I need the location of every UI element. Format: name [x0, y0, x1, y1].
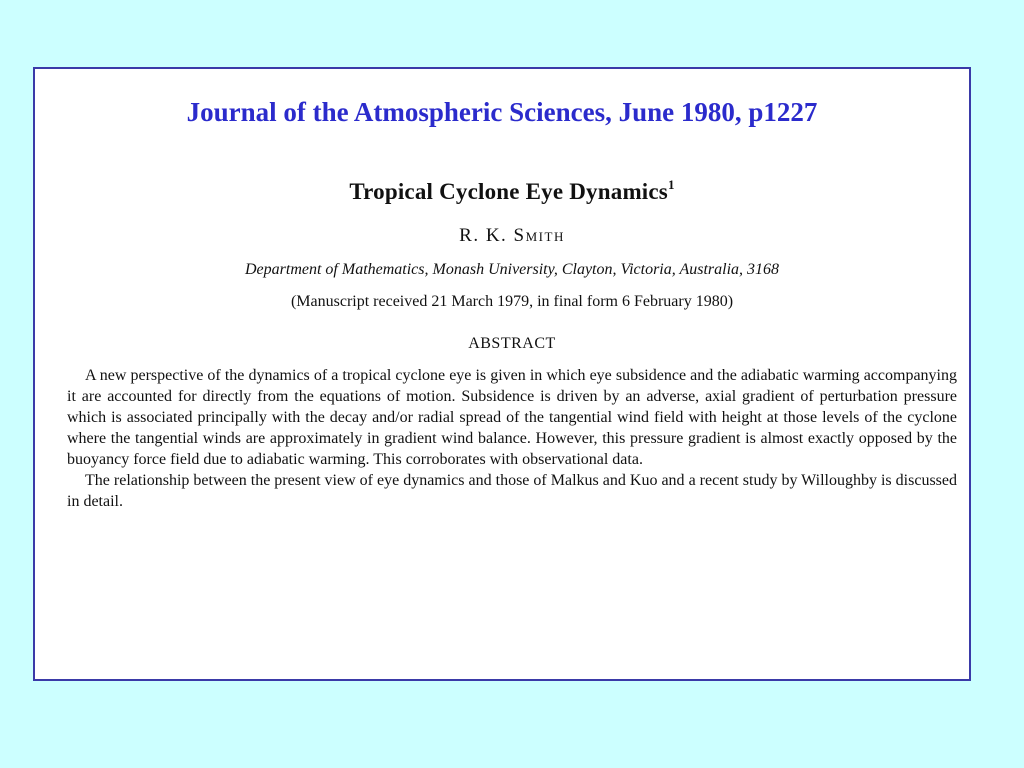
journal-title: Journal of the Atmospheric Sciences, June 1980, p1227	[186, 97, 818, 127]
abstract-paragraph: A new perspective of the dynamics of a tropical cyclone eye is given in which eye subsidence and the adiabatic warming accompanying it are accounted for directly from the equations of motion. Subsidence is driven by an adverse, axial gradient of perturbation pressure which is associated principally with the decay and/or radial spread of the tangential wind field with height at those levels of the cyclone where the tangential winds are approximately in gradient wind balance. However, this pressure gradient is almost exactly opposed by the buoyancy force field due to adiabatic warming. This corroborates with observational data.	[67, 367, 957, 468]
title-footnote-marker: 1	[667, 177, 675, 192]
affiliation: Department of Mathematics, Monash University, Clayton, Victoria, Australia, 3168	[244, 261, 780, 278]
abstract-paragraph: The relationship between the present view of eye dynamics and those of Malkus and Kuo and a recent study by Willoughby is discussed in detail.	[67, 472, 957, 510]
author: R. K. Smith	[459, 225, 565, 246]
paper-excerpt	[67, 179, 957, 512]
paper-title-text: Tropical Cyclone Eye Dynamics	[349, 179, 668, 204]
abstract-heading: ABSTRACT	[468, 335, 556, 352]
paper-card	[33, 67, 971, 681]
paper-title	[67, 179, 957, 205]
manuscript-received: (Manuscript received 21 March 1979, in final form 6 February 1980)	[290, 293, 734, 310]
